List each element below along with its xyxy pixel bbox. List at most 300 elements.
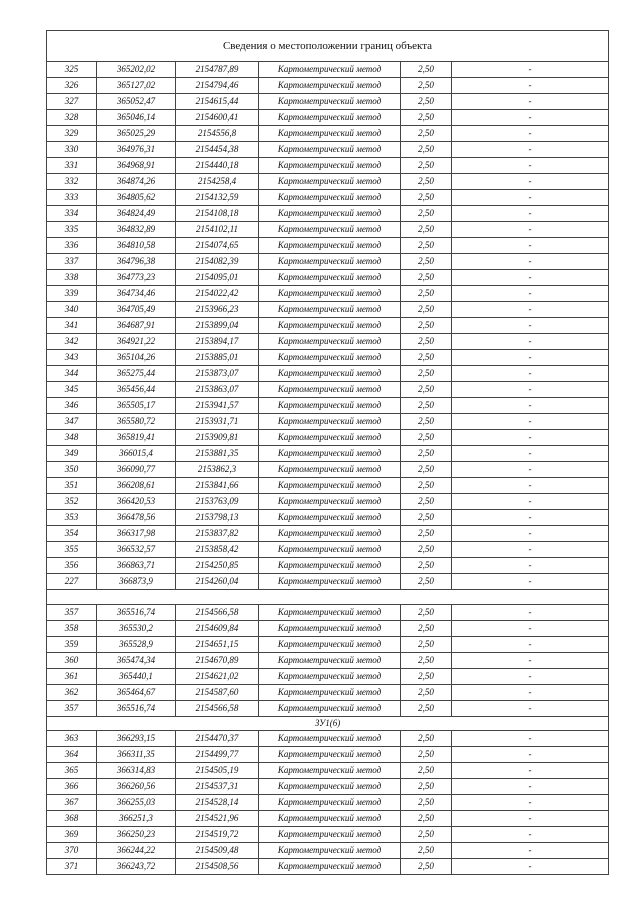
method-cell: Картометрический метод (259, 526, 401, 542)
accuracy-cell: 2,50 (401, 430, 452, 446)
point-number: 341 (47, 318, 97, 334)
table-row (47, 811, 609, 827)
table-row (47, 827, 609, 843)
coordinate-y: 2153941,57 (176, 398, 259, 414)
coordinate-x: 366015,4 (97, 446, 176, 462)
point-number: 368 (47, 811, 97, 827)
coordinate-y: 2153873,07 (176, 366, 259, 382)
method-cell: Картометрический метод (259, 574, 401, 590)
point-number: 354 (47, 526, 97, 542)
accuracy-cell: 2,50 (401, 350, 452, 366)
table-row (47, 62, 609, 78)
coordinate-x: 364824,49 (97, 206, 176, 222)
table-row (47, 558, 609, 574)
coordinate-y: 2153931,71 (176, 414, 259, 430)
method-cell: Картометрический метод (259, 446, 401, 462)
accuracy-cell: 2,50 (401, 238, 452, 254)
point-number: 348 (47, 430, 97, 446)
note-cell: - (452, 653, 609, 669)
point-number: 370 (47, 843, 97, 859)
accuracy-cell: 2,50 (401, 859, 452, 875)
coordinate-x: 364734,46 (97, 286, 176, 302)
accuracy-cell: 2,50 (401, 701, 452, 717)
method-cell: Картометрический метод (259, 827, 401, 843)
coordinate-x: 365516,74 (97, 701, 176, 717)
point-number: 227 (47, 574, 97, 590)
coordinate-x: 366255,03 (97, 795, 176, 811)
method-cell: Картометрический метод (259, 254, 401, 270)
point-number: 335 (47, 222, 97, 238)
method-cell: Картометрический метод (259, 302, 401, 318)
table-row (47, 302, 609, 318)
table-row (47, 142, 609, 158)
note-cell: - (452, 669, 609, 685)
note-cell: - (452, 779, 609, 795)
coordinate-y: 2153909,81 (176, 430, 259, 446)
point-number: 363 (47, 731, 97, 747)
coordinate-x: 365202,02 (97, 62, 176, 78)
coordinate-x: 365275,44 (97, 366, 176, 382)
method-cell: Картометрический метод (259, 462, 401, 478)
accuracy-cell: 2,50 (401, 526, 452, 542)
accuracy-cell: 2,50 (401, 126, 452, 142)
point-number: 355 (47, 542, 97, 558)
coordinate-y: 2154566,58 (176, 701, 259, 717)
group-separator (47, 590, 609, 605)
coordinate-y: 2154621,02 (176, 669, 259, 685)
table-row (47, 318, 609, 334)
coordinate-x: 366478,56 (97, 510, 176, 526)
method-cell: Картометрический метод (259, 382, 401, 398)
table-row (47, 701, 609, 717)
method-cell: Картометрический метод (259, 94, 401, 110)
accuracy-cell: 2,50 (401, 621, 452, 637)
point-number: 344 (47, 366, 97, 382)
coordinate-y: 2153798,13 (176, 510, 259, 526)
coordinate-y: 2153863,07 (176, 382, 259, 398)
coordinate-x: 366208,61 (97, 478, 176, 494)
note-cell: - (452, 605, 609, 621)
accuracy-cell: 2,50 (401, 334, 452, 350)
point-number: 359 (47, 637, 97, 653)
note-cell: - (452, 827, 609, 843)
note-cell: - (452, 637, 609, 653)
group-separator (47, 717, 609, 731)
note-cell: - (452, 270, 609, 286)
accuracy-cell: 2,50 (401, 510, 452, 526)
coordinate-x: 366244,22 (97, 843, 176, 859)
method-cell: Картометрический метод (259, 318, 401, 334)
point-number: 340 (47, 302, 97, 318)
method-cell: Картометрический метод (259, 494, 401, 510)
coordinate-x: 365104,26 (97, 350, 176, 366)
table-row (47, 795, 609, 811)
coordinate-x: 365528,9 (97, 637, 176, 653)
note-cell: - (452, 238, 609, 254)
coordinate-x: 364810,58 (97, 238, 176, 254)
note-cell: - (452, 126, 609, 142)
accuracy-cell: 2,50 (401, 254, 452, 270)
point-number: 353 (47, 510, 97, 526)
note-cell: - (452, 366, 609, 382)
note-cell: - (452, 142, 609, 158)
note-cell: - (452, 222, 609, 238)
note-cell: - (452, 414, 609, 430)
coordinate-x: 366863,71 (97, 558, 176, 574)
method-cell: Картометрический метод (259, 731, 401, 747)
accuracy-cell: 2,50 (401, 763, 452, 779)
accuracy-cell: 2,50 (401, 574, 452, 590)
note-cell: - (452, 731, 609, 747)
note-cell: - (452, 62, 609, 78)
boundary-table-body (47, 31, 609, 875)
table-row (47, 685, 609, 701)
coordinate-y: 2154670,89 (176, 653, 259, 669)
accuracy-cell: 2,50 (401, 78, 452, 94)
method-cell: Картометрический метод (259, 542, 401, 558)
table-row (47, 779, 609, 795)
point-number: 362 (47, 685, 97, 701)
table-row (47, 510, 609, 526)
coordinate-x: 366532,57 (97, 542, 176, 558)
coordinate-y: 2154509,48 (176, 843, 259, 859)
coordinate-x: 366317,98 (97, 526, 176, 542)
section-label: ЗУ1(6) (47, 717, 609, 731)
coordinate-x: 366090,77 (97, 462, 176, 478)
coordinate-y: 2154108,18 (176, 206, 259, 222)
note-cell: - (452, 446, 609, 462)
point-number: 356 (47, 558, 97, 574)
note-cell: - (452, 701, 609, 717)
table-title: Сведения о местоположении границ объекта (47, 31, 609, 62)
coordinate-y: 2154505,19 (176, 763, 259, 779)
coordinate-x: 365440,1 (97, 669, 176, 685)
point-number: 357 (47, 701, 97, 717)
accuracy-cell: 2,50 (401, 494, 452, 510)
point-number: 343 (47, 350, 97, 366)
method-cell: Картометрический метод (259, 110, 401, 126)
coordinate-x: 365127,02 (97, 78, 176, 94)
point-number: 345 (47, 382, 97, 398)
note-cell: - (452, 430, 609, 446)
coordinate-y: 2153899,04 (176, 318, 259, 334)
note-cell: - (452, 286, 609, 302)
note-cell: - (452, 478, 609, 494)
note-cell: - (452, 350, 609, 366)
coordinate-y: 2154258,4 (176, 174, 259, 190)
coordinate-x: 366311,35 (97, 747, 176, 763)
coordinate-y: 2154794,46 (176, 78, 259, 94)
note-cell: - (452, 843, 609, 859)
coordinate-x: 364796,38 (97, 254, 176, 270)
table-row (47, 190, 609, 206)
coordinate-y: 2154102,11 (176, 222, 259, 238)
method-cell: Картометрический метод (259, 685, 401, 701)
method-cell: Картометрический метод (259, 158, 401, 174)
table-row (47, 270, 609, 286)
accuracy-cell: 2,50 (401, 190, 452, 206)
accuracy-cell: 2,50 (401, 653, 452, 669)
point-number: 352 (47, 494, 97, 510)
method-cell: Картометрический метод (259, 763, 401, 779)
coordinate-x: 365046,14 (97, 110, 176, 126)
table-row (47, 494, 609, 510)
point-number: 361 (47, 669, 97, 685)
table-row (47, 382, 609, 398)
method-cell: Картометрический метод (259, 859, 401, 875)
table-row (47, 430, 609, 446)
coordinate-y: 2154609,84 (176, 621, 259, 637)
accuracy-cell: 2,50 (401, 811, 452, 827)
coordinate-y: 2154521,96 (176, 811, 259, 827)
boundary-table (46, 30, 609, 875)
accuracy-cell: 2,50 (401, 302, 452, 318)
note-cell: - (452, 685, 609, 701)
table-row (47, 78, 609, 94)
accuracy-cell: 2,50 (401, 206, 452, 222)
method-cell: Картометрический метод (259, 366, 401, 382)
coordinate-x: 364968,91 (97, 158, 176, 174)
table-row (47, 859, 609, 875)
point-number: 358 (47, 621, 97, 637)
accuracy-cell: 2,50 (401, 827, 452, 843)
method-cell: Картометрический метод (259, 653, 401, 669)
note-cell: - (452, 206, 609, 222)
point-number: 330 (47, 142, 97, 158)
table-row (47, 605, 609, 621)
table-row (47, 526, 609, 542)
coordinate-x: 366260,56 (97, 779, 176, 795)
accuracy-cell: 2,50 (401, 747, 452, 763)
method-cell: Картометрический метод (259, 238, 401, 254)
note-cell: - (452, 254, 609, 270)
accuracy-cell: 2,50 (401, 414, 452, 430)
coordinate-y: 2153858,42 (176, 542, 259, 558)
coordinate-x: 365052,47 (97, 94, 176, 110)
method-cell: Картометрический метод (259, 126, 401, 142)
accuracy-cell: 2,50 (401, 62, 452, 78)
note-cell: - (452, 859, 609, 875)
coordinate-y: 2154528,14 (176, 795, 259, 811)
note-cell: - (452, 811, 609, 827)
coordinate-x: 364832,89 (97, 222, 176, 238)
table-row (47, 350, 609, 366)
note-cell: - (452, 558, 609, 574)
coordinate-y: 2153841,66 (176, 478, 259, 494)
accuracy-cell: 2,50 (401, 398, 452, 414)
coordinate-y: 2154556,8 (176, 126, 259, 142)
coordinate-x: 366250,23 (97, 827, 176, 843)
method-cell: Картометрический метод (259, 701, 401, 717)
method-cell: Картометрический метод (259, 190, 401, 206)
method-cell: Картометрический метод (259, 222, 401, 238)
note-cell: - (452, 398, 609, 414)
point-number: 328 (47, 110, 97, 126)
coordinate-y: 2154082,39 (176, 254, 259, 270)
accuracy-cell: 2,50 (401, 462, 452, 478)
point-number: 329 (47, 126, 97, 142)
coordinate-x: 365456,44 (97, 382, 176, 398)
coordinate-y: 2153885,01 (176, 350, 259, 366)
coordinate-y: 2154260,04 (176, 574, 259, 590)
accuracy-cell: 2,50 (401, 843, 452, 859)
coordinate-x: 366314,83 (97, 763, 176, 779)
table-row (47, 843, 609, 859)
table-row (47, 238, 609, 254)
note-cell: - (452, 574, 609, 590)
point-number: 325 (47, 62, 97, 78)
table-row (47, 653, 609, 669)
method-cell: Картометрический метод (259, 637, 401, 653)
accuracy-cell: 2,50 (401, 318, 452, 334)
point-number: 347 (47, 414, 97, 430)
note-cell: - (452, 494, 609, 510)
note-cell: - (452, 110, 609, 126)
table-row (47, 462, 609, 478)
accuracy-cell: 2,50 (401, 270, 452, 286)
coordinate-x: 365025,29 (97, 126, 176, 142)
method-cell: Картометрический метод (259, 142, 401, 158)
coordinate-y: 2153837,82 (176, 526, 259, 542)
method-cell: Картометрический метод (259, 843, 401, 859)
method-cell: Картометрический метод (259, 811, 401, 827)
coordinate-y: 2154600,41 (176, 110, 259, 126)
point-number: 336 (47, 238, 97, 254)
coordinate-x: 365474,34 (97, 653, 176, 669)
note-cell: - (452, 747, 609, 763)
method-cell: Картометрический метод (259, 334, 401, 350)
point-number: 333 (47, 190, 97, 206)
table-row (47, 126, 609, 142)
method-cell: Картометрический метод (259, 558, 401, 574)
coordinate-y: 2154537,31 (176, 779, 259, 795)
note-cell: - (452, 795, 609, 811)
point-number: 357 (47, 605, 97, 621)
point-number: 371 (47, 859, 97, 875)
coordinate-x: 365516,74 (97, 605, 176, 621)
method-cell: Картометрический метод (259, 270, 401, 286)
table-row (47, 574, 609, 590)
accuracy-cell: 2,50 (401, 685, 452, 701)
accuracy-cell: 2,50 (401, 382, 452, 398)
coordinate-x: 364874,26 (97, 174, 176, 190)
table-row (47, 621, 609, 637)
method-cell: Картометрический метод (259, 605, 401, 621)
method-cell: Картометрический метод (259, 430, 401, 446)
method-cell: Картометрический метод (259, 286, 401, 302)
point-number: 351 (47, 478, 97, 494)
method-cell: Картометрический метод (259, 174, 401, 190)
coordinate-y: 2154787,89 (176, 62, 259, 78)
method-cell: Картометрический метод (259, 78, 401, 94)
table-row (47, 94, 609, 110)
accuracy-cell: 2,50 (401, 366, 452, 382)
coordinate-y: 2154519,72 (176, 827, 259, 843)
table-row (47, 478, 609, 494)
note-cell: - (452, 510, 609, 526)
coordinate-x: 365505,17 (97, 398, 176, 414)
coordinate-y: 2154651,15 (176, 637, 259, 653)
point-number: 326 (47, 78, 97, 94)
coordinate-y: 2154250,85 (176, 558, 259, 574)
method-cell: Картометрический метод (259, 398, 401, 414)
coordinate-y: 2154470,37 (176, 731, 259, 747)
coordinate-x: 366243,72 (97, 859, 176, 875)
coordinate-y: 2154440,18 (176, 158, 259, 174)
coordinate-y: 2154499,77 (176, 747, 259, 763)
coordinate-x: 364805,62 (97, 190, 176, 206)
point-number: 346 (47, 398, 97, 414)
method-cell: Картометрический метод (259, 206, 401, 222)
coordinate-x: 365819,41 (97, 430, 176, 446)
note-cell: - (452, 763, 609, 779)
point-number: 364 (47, 747, 97, 763)
method-cell: Картометрический метод (259, 795, 401, 811)
title-row (47, 31, 609, 62)
accuracy-cell: 2,50 (401, 542, 452, 558)
table-row (47, 286, 609, 302)
point-number: 332 (47, 174, 97, 190)
point-number: 349 (47, 446, 97, 462)
table-row (47, 542, 609, 558)
table-row (47, 206, 609, 222)
table-row (47, 763, 609, 779)
note-cell: - (452, 542, 609, 558)
method-cell: Картометрический метод (259, 747, 401, 763)
note-cell: - (452, 158, 609, 174)
accuracy-cell: 2,50 (401, 286, 452, 302)
coordinate-y: 2154022,42 (176, 286, 259, 302)
accuracy-cell: 2,50 (401, 446, 452, 462)
note-cell: - (452, 621, 609, 637)
point-number: 350 (47, 462, 97, 478)
table-row (47, 334, 609, 350)
coordinate-y: 2153881,35 (176, 446, 259, 462)
note-cell: - (452, 318, 609, 334)
point-number: 367 (47, 795, 97, 811)
coordinate-y: 2154074,65 (176, 238, 259, 254)
accuracy-cell: 2,50 (401, 94, 452, 110)
accuracy-cell: 2,50 (401, 158, 452, 174)
coordinate-y: 2153862,3 (176, 462, 259, 478)
point-number: 366 (47, 779, 97, 795)
accuracy-cell: 2,50 (401, 478, 452, 494)
point-number: 369 (47, 827, 97, 843)
table-row (47, 222, 609, 238)
accuracy-cell: 2,50 (401, 637, 452, 653)
coordinate-x: 365464,67 (97, 685, 176, 701)
point-number: 327 (47, 94, 97, 110)
point-number: 331 (47, 158, 97, 174)
blank-row (47, 590, 609, 605)
table-row (47, 110, 609, 126)
accuracy-cell: 2,50 (401, 731, 452, 747)
coordinate-x: 366420,53 (97, 494, 176, 510)
point-number: 342 (47, 334, 97, 350)
accuracy-cell: 2,50 (401, 779, 452, 795)
coordinate-y: 2154454,38 (176, 142, 259, 158)
table-row (47, 669, 609, 685)
coordinate-y: 2153894,17 (176, 334, 259, 350)
method-cell: Картометрический метод (259, 621, 401, 637)
point-number: 334 (47, 206, 97, 222)
coordinate-y: 2153763,09 (176, 494, 259, 510)
accuracy-cell: 2,50 (401, 558, 452, 574)
coordinate-x: 365530,2 (97, 621, 176, 637)
coordinate-y: 2154095,01 (176, 270, 259, 286)
method-cell: Картометрический метод (259, 414, 401, 430)
accuracy-cell: 2,50 (401, 222, 452, 238)
